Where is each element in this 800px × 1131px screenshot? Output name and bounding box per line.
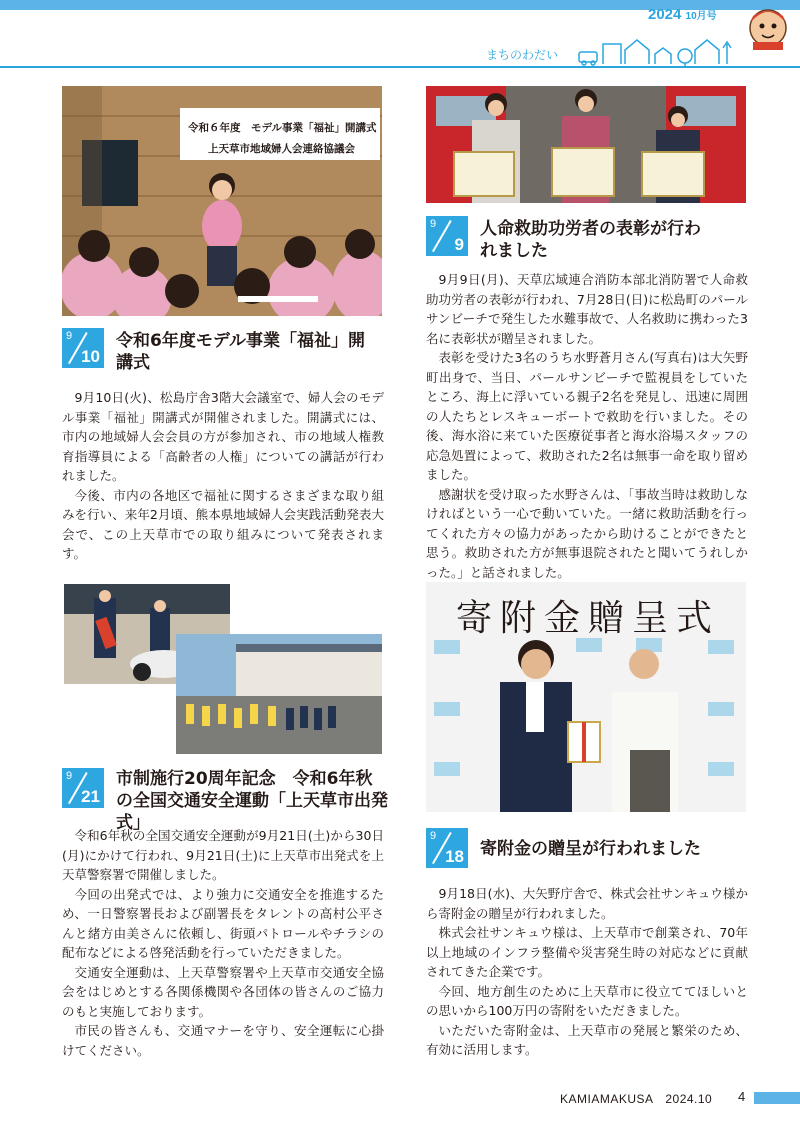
page-number: 4 — [738, 1089, 746, 1104]
photo-banner-line1: 令和６年度 モデル事業「福祉」開講式 — [188, 122, 377, 134]
article-body: 9月9日(月)、天草広域連合消防本部北消防署で人命救助功労者の表彰が行われ、7月28日(日)に松島町のパールサンビーチで発生した水難事故で、人名救助に携わった3名に表彰状が贈呈されました。 表彰を受けた3名のうち水野蒼月さん(写真右)は大矢野町出身で、当日、パールサンビーチで監視員をしていたところ、海上に浮いている親子2名を発見し、迅速に周囲の人たちとレスキューボートで救助を行いました。その後、海水浴に来ていた医療従事者と海水浴場スタッフの応急処置によって、救助された2名は無事一命を取り留めました。 感謝状を受け取った水野さんは、「事故当時は救助しなければという一心で動いていた。一緒に救助活動を行ってくれた方々の協力があったから助けることができたと思う。救助された方が無事退院されたと聞いてうれしかった。」と話されました。 — [426, 272, 748, 580]
section-label: まちのわだい — [486, 48, 559, 62]
date-badge: 9 21 — [62, 768, 104, 808]
mascot-icon — [743, 2, 793, 52]
footer-magazine: KAMIAMAKUSA 2024.10 — [560, 1092, 713, 1106]
footer-bar — [754, 1092, 800, 1104]
photo-banner-donation: 寄附金贈呈式 — [456, 598, 721, 639]
article-body: 令和6年秋の全国交通安全運動が9月21日(土)から30日(月)にかけて行われ、9月21日(土)に上天草市出発式を上天草警察署で開催しました。 今回の出発式では、より強力に交通安全を推進するため、一日警察署長および副署長をタレントの高村公平さんと緒方由美さんに依頼し、街頭パトロールやチラシの配布などによる啓発活動を行っていただきました。 交通安全運動は、上天草警察署や上天草市交通安全協会をはじめとする各関係機関や各団体の皆さんのご協力のもと実施しております。 市民の皆さんも、交通マナーを守り、安全運転に心掛けてください。 — [62, 828, 384, 1058]
date-badge: 9 10 — [62, 328, 104, 368]
town-icon — [577, 36, 747, 66]
header-rule — [0, 66, 800, 68]
article-title: 市制施行20周年記念 令和6年秋の全国交通安全運動「上天草市出発式」 — [116, 769, 388, 833]
photo-departure-ceremony — [176, 634, 382, 754]
article-title: 寄附金の贈呈が行われました — [480, 839, 701, 859]
article-body: 9月18日(水)、大矢野庁舎で、株式会社サンキュウ様から寄附金の贈呈が行われました。 株式会社サンキュウ様は、上天草市で創業され、70年以上地域のインフラ整備や災害発生時の対応などに貢献されてきた企業です。 今回、地方創生のために上天草市に役立ててほしいとの思いから100万円の寄附をいただきました。 いただいた寄附金は、上天草市の発展と繁栄のため、有効に活用します。 — [426, 886, 748, 1057]
photo-donation-ceremony — [426, 582, 746, 812]
article-body: 9月10日(火)、松島庁舎3階大会議室で、婦人会のモデル事業「福祉」開講式が開催されました。開講式には、市内の地域婦人会会員の方が参加され、市の地域人権教育指導員による「高齢者の人権」についての講話が行われました。 今後、市内の各地区で福祉に関するさまざまな取り組みを行い、来年2月頃、熊本県地域婦人会実践活動発表大会で、この上天草市での取り組みについて発表されます。 — [62, 390, 384, 561]
date-badge: 9 18 — [426, 828, 468, 868]
photo-rescue-award — [426, 86, 746, 203]
photo-welfare-ceremony — [62, 86, 382, 316]
article-title: 令和6年度モデル事業「福祉」開講式 — [116, 331, 365, 373]
article-title: 人命救助功労者の表彰が行われました — [480, 219, 701, 261]
date-badge: 9 9 — [426, 216, 468, 256]
photo-banner-line2: 上天草市地域婦人会連絡協議会 — [208, 143, 355, 155]
issue-label: 2024 10月号 — [648, 6, 717, 23]
